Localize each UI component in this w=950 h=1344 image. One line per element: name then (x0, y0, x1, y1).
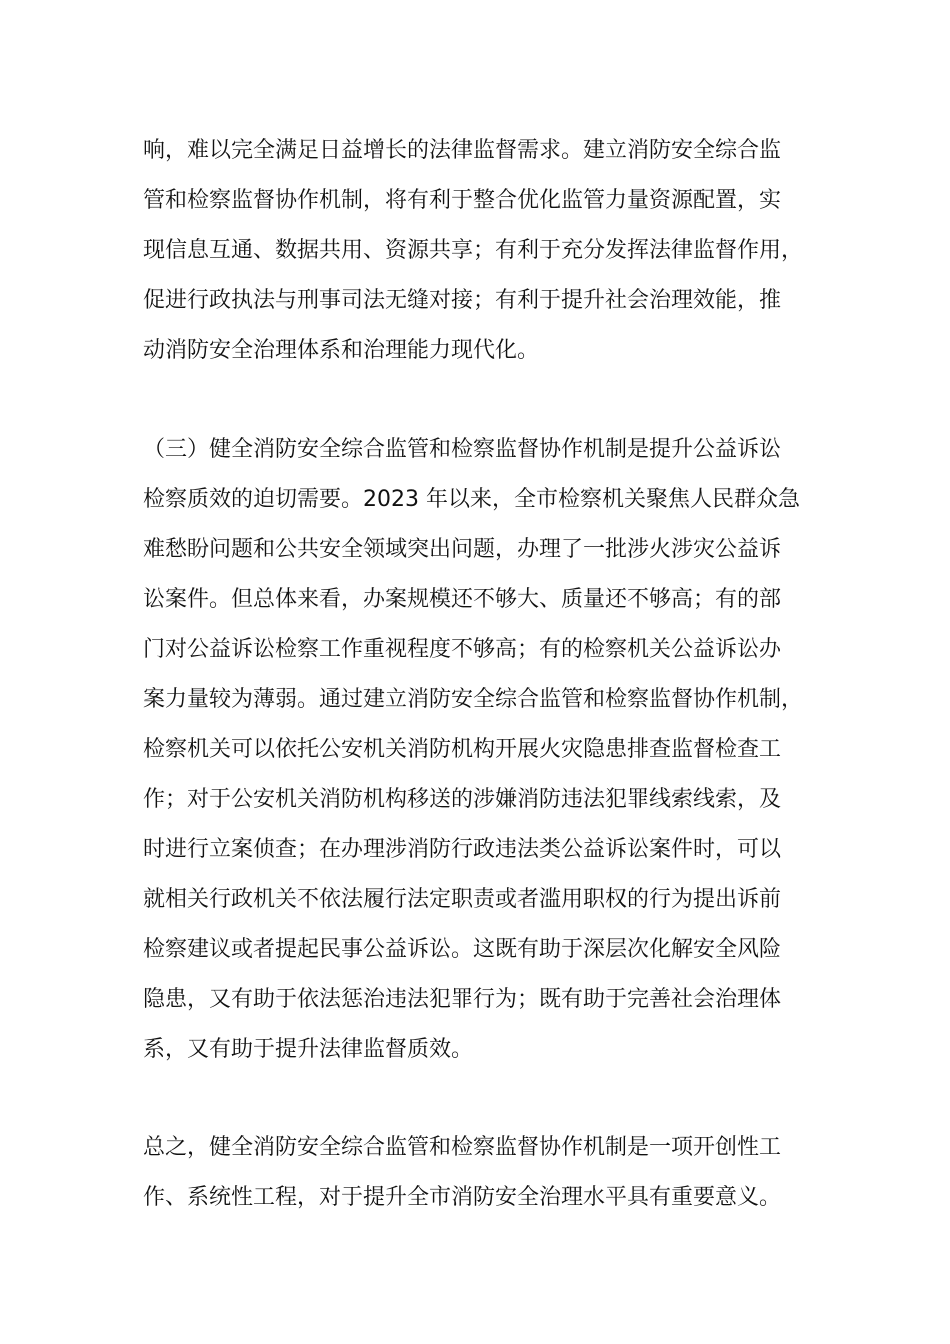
text-line: 时进行立案侦查；在办理涉消防行政违法类公益诉讼案件时，可以 (143, 837, 782, 862)
text-line: 现信息互通、数据共用、资源共享；有利于充分发挥法律监督作用， (143, 238, 804, 263)
text-line: 难愁盼问题和公共安全领域突出问题，办理了一批涉火涉灾公益诉 (143, 537, 782, 562)
text-line: 总之，健全消防安全综合监管和检察监督协作机制是一项开创性工 (143, 1135, 782, 1160)
text-line: 隐患，又有助于依法惩治违法犯罪行为；既有助于完善社会治理体 (143, 987, 782, 1012)
text-line: 系，又有助于提升法律监督质效。 (143, 1037, 474, 1062)
text-line: 作、系统性工程，对于提升全市消防安全治理水平具有重要意义。 (143, 1185, 782, 1210)
text-line: 响，难以完全满足日益增长的法律监督需求。建立消防安全综合监 (143, 138, 782, 163)
text-line: 讼案件。但总体来看，办案规模还不够大、质量还不够高；有的部 (143, 587, 782, 612)
text-line: 案力量较为薄弱。通过建立消防安全综合监管和检察监督协作机制， (143, 687, 804, 712)
text-line: 检察机关可以依托公安机关消防机构开展火灾隐患排查监督检查工 (143, 737, 782, 762)
text-line: 促进行政执法与刑事司法无缝对接；有利于提升社会治理效能，推 (143, 288, 782, 313)
text-line: 检察建议或者提起民事公益诉讼。这既有助于深层次化解安全风险 (143, 937, 782, 962)
text-line: 门对公益诉讼检察工作重视程度不够高；有的检察机关公益诉讼办 (143, 637, 782, 662)
text-line: 动消防安全治理体系和治理能力现代化。 (143, 338, 540, 363)
text-line: 就相关行政机关不依法履行法定职责或者滥用职权的行为提出诉前 (143, 887, 782, 912)
text-line: 检察质效的迫切需要。2023 年以来，全市检察机关聚焦人民群众急 (143, 487, 800, 512)
section-heading-line: （三）健全消防安全综合监管和检察监督协作机制是提升公益诉讼 (143, 437, 782, 462)
text-line: 作；对于公安机关消防机构移送的涉嫌消防违法犯罪线索线索，及 (143, 787, 782, 812)
text-line: 管和检察监督协作机制，将有利于整合优化监管力量资源配置，实 (143, 188, 782, 213)
